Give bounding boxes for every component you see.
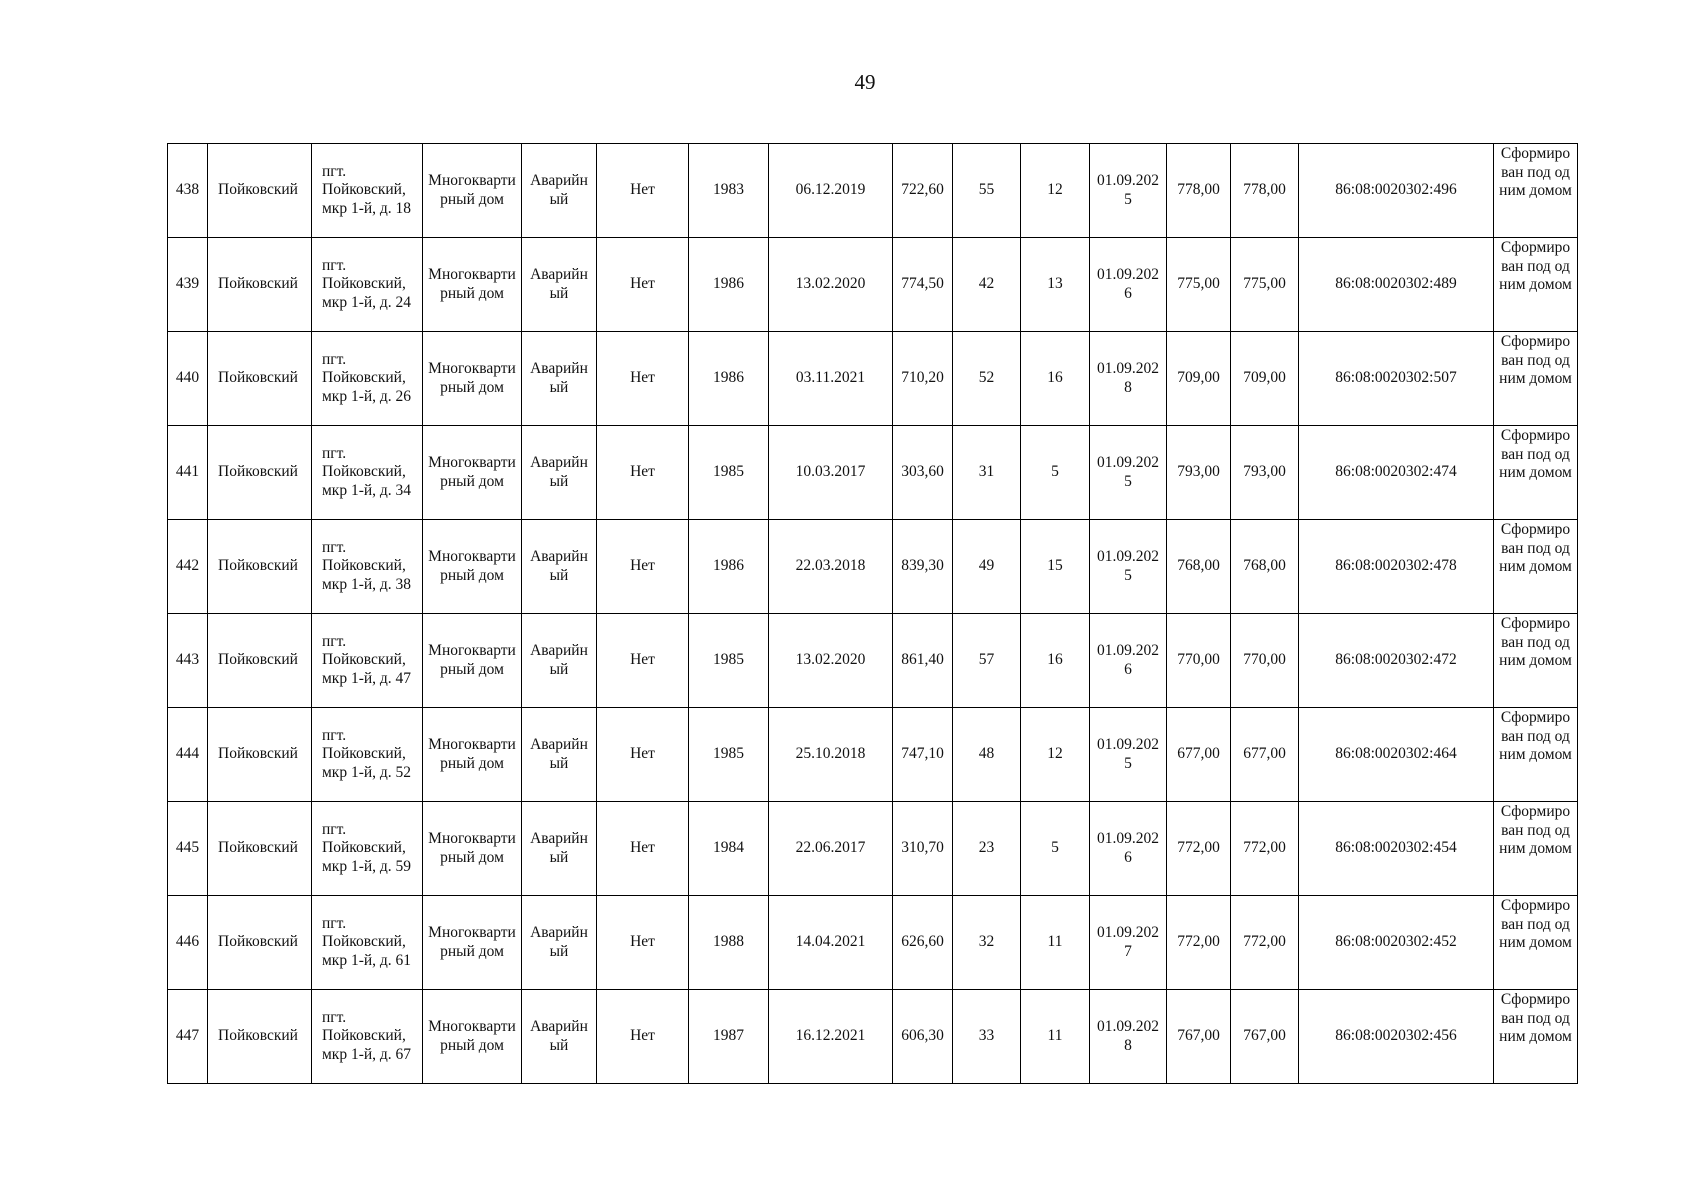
cell-number: 444: [168, 708, 208, 802]
cell-area: 626,60: [893, 896, 953, 990]
cell-area-3: 772,00: [1231, 896, 1299, 990]
cell-note: Сформирован под одним домом: [1494, 708, 1578, 802]
cell-number: 446: [168, 896, 208, 990]
cell-area: 747,10: [893, 708, 953, 802]
cell-cadastral-number: 86:08:0020302:507: [1299, 332, 1494, 426]
cell-year: 1986: [689, 520, 769, 614]
cell-number: 443: [168, 614, 208, 708]
cell-address: пгт. Пойковский, мкр 1-й, д. 24: [312, 238, 423, 332]
cell-building-type: Многоквартирный дом: [423, 614, 522, 708]
cell-note: Сформирован под одним домом: [1494, 896, 1578, 990]
cell-year: 1986: [689, 238, 769, 332]
cell-area-2: 793,00: [1167, 426, 1231, 520]
cell-date: 13.02.2020: [769, 614, 893, 708]
cell-note: Сформирован под одним домом: [1494, 520, 1578, 614]
cell-date: 10.03.2017: [769, 426, 893, 520]
cell-deadline: 01.09.2026: [1090, 238, 1167, 332]
cell-area-3: 767,00: [1231, 990, 1299, 1084]
cell-flag: Нет: [597, 238, 689, 332]
cell-area: 774,50: [893, 238, 953, 332]
cell-date: 16.12.2021: [769, 990, 893, 1084]
cell-year: 1985: [689, 614, 769, 708]
cell-units: 15: [1021, 520, 1090, 614]
cell-cadastral-number: 86:08:0020302:478: [1299, 520, 1494, 614]
cell-area-3: 793,00: [1231, 426, 1299, 520]
cell-status: Аварийный: [522, 332, 597, 426]
cell-deadline: 01.09.2025: [1090, 520, 1167, 614]
table-row: [168, 144, 1578, 238]
cell-address: пгт. Пойковский, мкр 1-й, д. 47: [312, 614, 423, 708]
cell-area: 606,30: [893, 990, 953, 1084]
registry-body: [168, 144, 1578, 1084]
cell-settlement: Пойковский: [208, 802, 312, 896]
cell-deadline: 01.09.2028: [1090, 332, 1167, 426]
cell-building-type: Многоквартирный дом: [423, 144, 522, 238]
cell-note: Сформирован под одним домом: [1494, 144, 1578, 238]
cell-residents: 55: [953, 144, 1021, 238]
cell-address: пгт. Пойковский, мкр 1-й, д. 26: [312, 332, 423, 426]
cell-units: 11: [1021, 896, 1090, 990]
cell-area-2: 778,00: [1167, 144, 1231, 238]
cell-units: 5: [1021, 426, 1090, 520]
cell-area-3: 709,00: [1231, 332, 1299, 426]
cell-status: Аварийный: [522, 990, 597, 1084]
cell-residents: 42: [953, 238, 1021, 332]
cell-settlement: Пойковский: [208, 990, 312, 1084]
page-number: 49: [854, 70, 876, 94]
table-row: [168, 802, 1578, 896]
cell-deadline: 01.09.2025: [1090, 144, 1167, 238]
cell-note: Сформирован под одним домом: [1494, 614, 1578, 708]
cell-area-2: 767,00: [1167, 990, 1231, 1084]
cell-cadastral-number: 86:08:0020302:452: [1299, 896, 1494, 990]
cell-units: 12: [1021, 144, 1090, 238]
cell-deadline: 01.09.2025: [1090, 708, 1167, 802]
cell-area-2: 709,00: [1167, 332, 1231, 426]
cell-building-type: Многоквартирный дом: [423, 990, 522, 1084]
cell-status: Аварийный: [522, 238, 597, 332]
cell-units: 16: [1021, 332, 1090, 426]
cell-settlement: Пойковский: [208, 426, 312, 520]
cell-area-3: 772,00: [1231, 802, 1299, 896]
cell-residents: 48: [953, 708, 1021, 802]
cell-address: пгт. Пойковский, мкр 1-й, д. 67: [312, 990, 423, 1084]
cell-building-type: Многоквартирный дом: [423, 802, 522, 896]
cell-year: 1985: [689, 708, 769, 802]
cell-area: 861,40: [893, 614, 953, 708]
cell-building-type: Многоквартирный дом: [423, 896, 522, 990]
cell-area-2: 772,00: [1167, 896, 1231, 990]
cell-status: Аварийный: [522, 708, 597, 802]
cell-area-2: 775,00: [1167, 238, 1231, 332]
cell-residents: 49: [953, 520, 1021, 614]
cell-cadastral-number: 86:08:0020302:496: [1299, 144, 1494, 238]
cell-settlement: Пойковский: [208, 144, 312, 238]
cell-area: 303,60: [893, 426, 953, 520]
cell-status: Аварийный: [522, 426, 597, 520]
cell-address: пгт. Пойковский, мкр 1-й, д. 59: [312, 802, 423, 896]
cell-date: 13.02.2020: [769, 238, 893, 332]
table-row: [168, 708, 1578, 802]
cell-number: 447: [168, 990, 208, 1084]
cell-units: 13: [1021, 238, 1090, 332]
cell-units: 16: [1021, 614, 1090, 708]
cell-settlement: Пойковский: [208, 238, 312, 332]
cell-flag: Нет: [597, 426, 689, 520]
cell-address: пгт. Пойковский, мкр 1-й, д. 38: [312, 520, 423, 614]
cell-settlement: Пойковский: [208, 520, 312, 614]
table-row: [168, 990, 1578, 1084]
cell-note: Сформирован под одним домом: [1494, 426, 1578, 520]
cell-status: Аварийный: [522, 144, 597, 238]
table-row: [168, 332, 1578, 426]
cell-area: 710,20: [893, 332, 953, 426]
cell-year: 1987: [689, 990, 769, 1084]
cell-number: 438: [168, 144, 208, 238]
cell-year: 1986: [689, 332, 769, 426]
cell-deadline: 01.09.2026: [1090, 802, 1167, 896]
cell-area-2: 768,00: [1167, 520, 1231, 614]
cell-address: пгт. Пойковский, мкр 1-й, д. 52: [312, 708, 423, 802]
cell-settlement: Пойковский: [208, 614, 312, 708]
cell-number: 445: [168, 802, 208, 896]
cell-address: пгт. Пойковский, мкр 1-й, д. 18: [312, 144, 423, 238]
table-row: [168, 426, 1578, 520]
cell-area: 310,70: [893, 802, 953, 896]
cell-address: пгт. Пойковский, мкр 1-й, д. 34: [312, 426, 423, 520]
cell-residents: 57: [953, 614, 1021, 708]
cell-cadastral-number: 86:08:0020302:456: [1299, 990, 1494, 1084]
table-row: [168, 896, 1578, 990]
cell-cadastral-number: 86:08:0020302:489: [1299, 238, 1494, 332]
cell-building-type: Многоквартирный дом: [423, 520, 522, 614]
cell-residents: 23: [953, 802, 1021, 896]
cell-units: 5: [1021, 802, 1090, 896]
cell-units: 11: [1021, 990, 1090, 1084]
cell-flag: Нет: [597, 708, 689, 802]
cell-date: 03.11.2021: [769, 332, 893, 426]
cell-cadastral-number: 86:08:0020302:474: [1299, 426, 1494, 520]
cell-year: 1985: [689, 426, 769, 520]
cell-number: 441: [168, 426, 208, 520]
cell-date: 22.06.2017: [769, 802, 893, 896]
cell-flag: Нет: [597, 332, 689, 426]
cell-building-type: Многоквартирный дом: [423, 238, 522, 332]
table-row: [168, 520, 1578, 614]
cell-number: 440: [168, 332, 208, 426]
cell-flag: Нет: [597, 802, 689, 896]
housing-registry-table: [167, 143, 1578, 1084]
cell-date: 14.04.2021: [769, 896, 893, 990]
cell-deadline: 01.09.2025: [1090, 426, 1167, 520]
cell-flag: Нет: [597, 520, 689, 614]
cell-residents: 52: [953, 332, 1021, 426]
cell-area-3: 677,00: [1231, 708, 1299, 802]
cell-date: 06.12.2019: [769, 144, 893, 238]
cell-residents: 33: [953, 990, 1021, 1084]
cell-area-3: 768,00: [1231, 520, 1299, 614]
cell-deadline: 01.09.2026: [1090, 614, 1167, 708]
cell-area-2: 772,00: [1167, 802, 1231, 896]
table-row: [168, 238, 1578, 332]
cell-settlement: Пойковский: [208, 332, 312, 426]
cell-deadline: 01.09.2027: [1090, 896, 1167, 990]
cell-cadastral-number: 86:08:0020302:454: [1299, 802, 1494, 896]
cell-year: 1983: [689, 144, 769, 238]
cell-residents: 31: [953, 426, 1021, 520]
cell-note: Сформирован под одним домом: [1494, 332, 1578, 426]
cell-area: 839,30: [893, 520, 953, 614]
cell-area: 722,60: [893, 144, 953, 238]
cell-building-type: Многоквартирный дом: [423, 708, 522, 802]
cell-area-3: 778,00: [1231, 144, 1299, 238]
cell-area-3: 770,00: [1231, 614, 1299, 708]
cell-flag: Нет: [597, 896, 689, 990]
cell-note: Сформирован под одним домом: [1494, 238, 1578, 332]
cell-flag: Нет: [597, 144, 689, 238]
cell-flag: Нет: [597, 614, 689, 708]
cell-address: пгт. Пойковский, мкр 1-й, д. 61: [312, 896, 423, 990]
cell-settlement: Пойковский: [208, 896, 312, 990]
cell-status: Аварийный: [522, 614, 597, 708]
cell-building-type: Многоквартирный дом: [423, 426, 522, 520]
cell-date: 22.03.2018: [769, 520, 893, 614]
cell-area-2: 770,00: [1167, 614, 1231, 708]
cell-settlement: Пойковский: [208, 708, 312, 802]
cell-residents: 32: [953, 896, 1021, 990]
cell-building-type: Многоквартирный дом: [423, 332, 522, 426]
cell-date: 25.10.2018: [769, 708, 893, 802]
cell-deadline: 01.09.2028: [1090, 990, 1167, 1084]
cell-number: 439: [168, 238, 208, 332]
cell-cadastral-number: 86:08:0020302:464: [1299, 708, 1494, 802]
cell-number: 442: [168, 520, 208, 614]
cell-status: Аварийный: [522, 520, 597, 614]
cell-year: 1988: [689, 896, 769, 990]
cell-year: 1984: [689, 802, 769, 896]
cell-flag: Нет: [597, 990, 689, 1084]
cell-units: 12: [1021, 708, 1090, 802]
cell-area-3: 775,00: [1231, 238, 1299, 332]
table-row: [168, 614, 1578, 708]
cell-cadastral-number: 86:08:0020302:472: [1299, 614, 1494, 708]
cell-area-2: 677,00: [1167, 708, 1231, 802]
cell-note: Сформирован под одним домом: [1494, 990, 1578, 1084]
cell-status: Аварийный: [522, 896, 597, 990]
cell-note: Сформирован под одним домом: [1494, 802, 1578, 896]
cell-status: Аварийный: [522, 802, 597, 896]
